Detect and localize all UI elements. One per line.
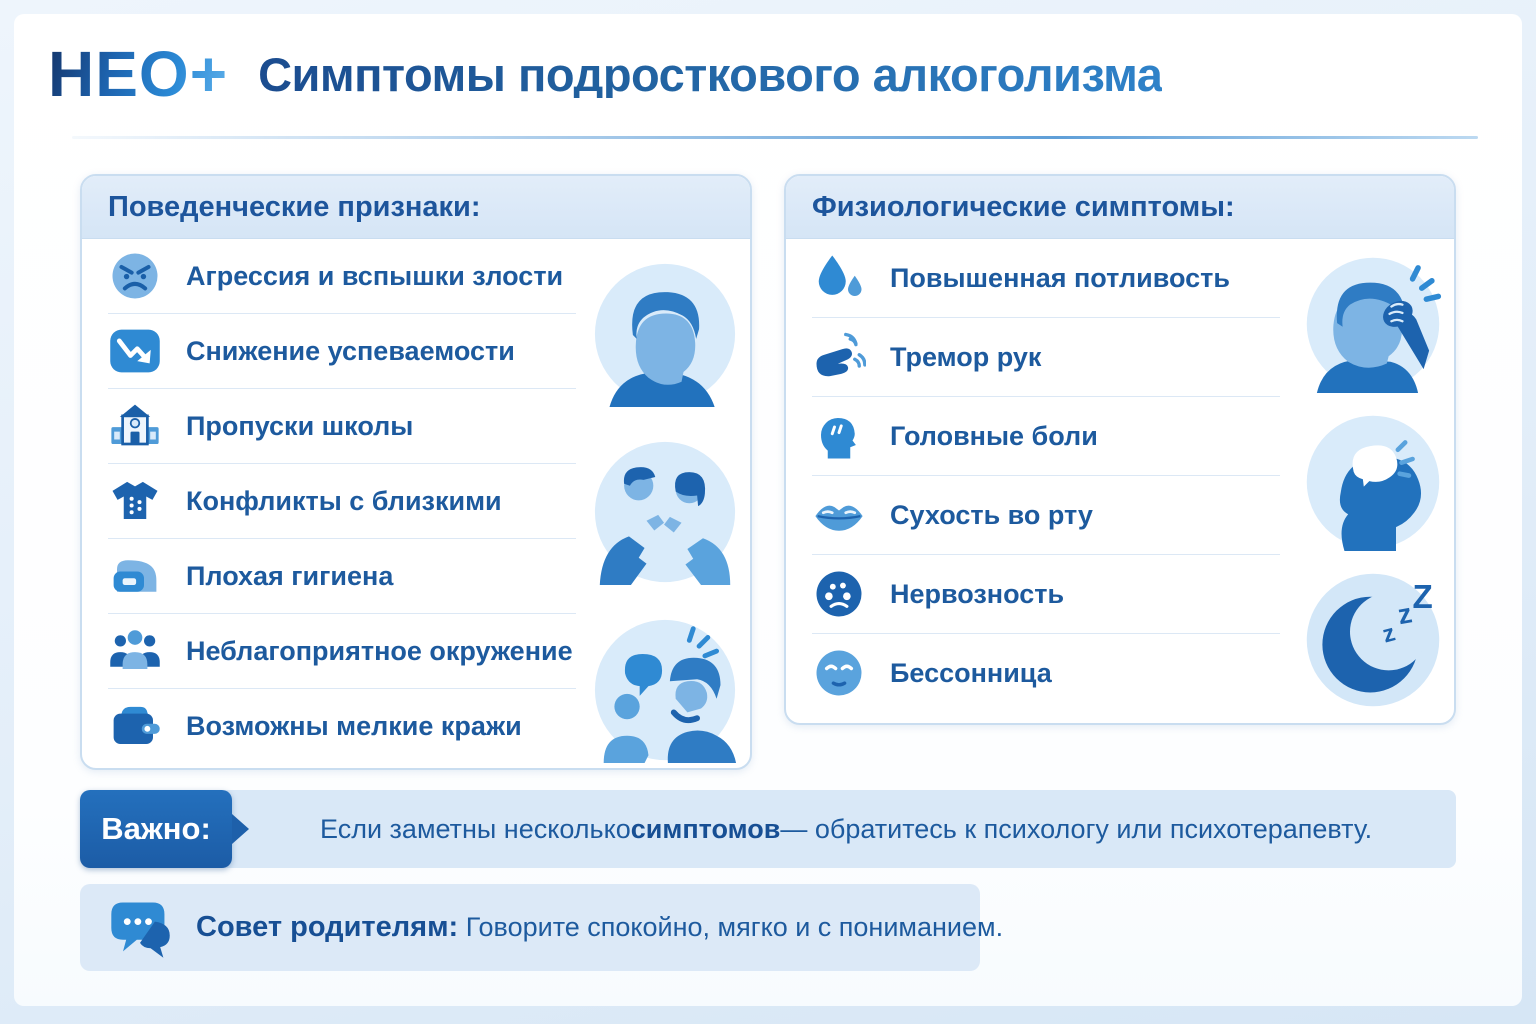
symptom-label: Возможны мелкие кражи [186,710,522,741]
people-group-icon [108,624,162,678]
symptom-label: Сухость во рту [890,499,1093,530]
symptom-label: Агрессия и вспышки злости [186,260,564,291]
important-text [218,790,1456,868]
physiological-symptom-list [812,239,1280,712]
advice-bar [80,884,1004,971]
hygiene-icon [108,549,162,603]
behavioral-panel [80,174,752,770]
physiological-panel [784,174,1456,725]
lips-icon [812,488,866,542]
advice-message: Говорите спокойно, мягко и с пониманием. [465,912,1004,942]
school-icon [108,399,162,453]
symptom-row [108,463,576,538]
symptom-row [108,688,576,763]
physiological-panel-body [786,239,1454,723]
headache-person-illustration [1304,255,1442,393]
svg-text:Z: Z [1412,578,1433,616]
sleeping-moon-illustration [1304,571,1442,709]
symptom-label: Пропуски школы [186,410,414,441]
symptom-label: Снижение успеваемости [186,335,515,366]
header-divider [72,136,1478,139]
symptom-row [812,554,1280,633]
behavioral-symptom-list [108,239,576,763]
symptom-label: Головные боли [890,420,1098,451]
advice-text [196,911,1003,944]
svg-text:z: z [1395,597,1415,631]
declining-chart-icon [108,324,162,378]
wallet-icon [108,699,162,753]
physiological-illustrations [1304,255,1442,709]
symptom-label: Тремор рук [890,341,1042,372]
physiological-panel-title: Физиологические симптомы: [786,176,1454,239]
symptom-row [812,239,1280,317]
tshirt-icon [108,474,162,528]
symptom-label: Плохая гигиена [186,560,394,591]
neo-plus-logo: НЕО+ [48,38,229,110]
symptom-row [812,317,1280,396]
head-brain-illustration [1304,413,1442,551]
behavioral-illustrations [592,261,738,763]
symptom-label: Бессонница [890,657,1052,688]
symptom-row [108,538,576,613]
symptom-row [108,239,576,313]
sweat-drops-icon [812,251,866,305]
symptom-row [812,475,1280,554]
important-text-bold: симптомов [630,813,781,844]
header [48,38,1163,110]
symptom-row [812,633,1280,712]
content-card [14,14,1522,1006]
behavioral-panel-title: Поведенческие признаки: [82,176,750,239]
important-note [80,790,1456,868]
page-title: Симптомы подросткового алкоголизма [258,47,1163,101]
insomnia-face-icon [812,646,866,700]
tremor-hand-icon [812,330,866,384]
symptom-row [108,613,576,688]
supportive-talk-illustration [592,617,738,763]
symptom-label: Нервозность [890,578,1065,609]
symptom-row [108,313,576,388]
symptom-label: Конфликты с близкими [186,485,502,516]
important-text-before: Если заметны несколько [320,813,631,844]
nervous-face-icon [812,567,866,621]
advice-label: Совет родителям: [196,911,459,943]
headache-icon [812,409,866,463]
symptom-label: Неблагоприятное окружение [186,635,573,666]
symptom-row [812,396,1280,475]
important-text-after: — обратитесь к психологу или психотерапевту. [780,813,1373,844]
chat-bubbles-icon [106,894,174,962]
teen-profile-illustration [592,261,738,407]
panels-row [80,174,1456,770]
important-label: Важно: [80,790,232,868]
symptom-label: Повышенная потливость [890,262,1230,293]
behavioral-panel-body [82,239,750,768]
arguing-couple-illustration [592,439,738,585]
angry-face-icon [108,249,162,303]
svg-text:z: z [1379,619,1399,649]
symptom-row [108,388,576,463]
